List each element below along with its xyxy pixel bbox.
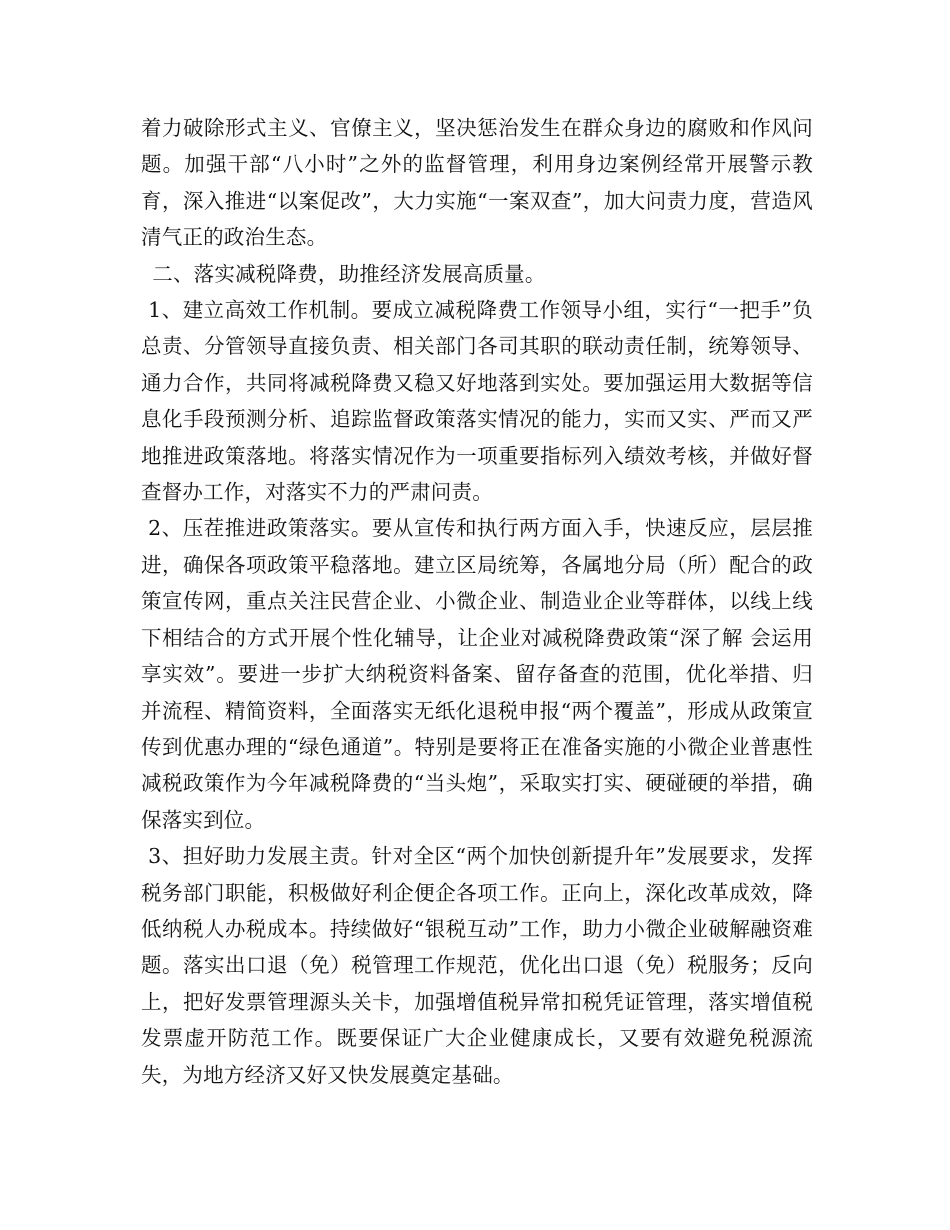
paragraph-item-2: 2、压茬推进政策落实。要从宣传和执行两方面入手，快速反应，层层推进，确保各项政策平稳落地。建立区局统筹，各属地分局（所）配合的政策宣传网，重点关注民营企业、小微企业、制造业企业等群体，以线上线下相结合的方式开展个性化辅导，让企业对减税降费政策“深了解 会运用 享实效”。要进一步扩大纳税资料备案、留存备查的范围，优化举措、归并流程、精简资料，全面落实无纸化退税申报“两个覆盖”，形成从政策宣传到优惠办理的“绿色通道”。特别是要将正在准备实施的小微企业普惠性减税政策作为今年减税降费的“当头炮”，采取实打实、硬碰硬的举措，确保落实到位。 bbox=[141, 516, 813, 832]
paragraph-intro-continuation: 着力破除形式主义、官僚主义，坚决惩治发生在群众身边的腐败和作风问题。加强干部“八小时”之外的监督管理，利用身边案例经常开展警示教育，深入推进“以案促改”，大力实施“一案双查”，加大问责力度，营造风清气正的政治生态。 bbox=[141, 116, 813, 250]
section-heading-2: 二、落实减税降费，助推经济发展高质量。 bbox=[152, 261, 546, 286]
document-body bbox=[141, 110, 813, 1093]
paragraph-item-1: 1、建立高效工作机制。要成立减税降费工作领导小组，实行“一把手”负总责、分管领导直接负责、相关部门各司其职的联动责任制，统筹领导、通力合作，共同将减税降费又稳又好地落到实处。要加强运用大数据等信息化手段预测分析、追踪监督政策落实情况的能力，实而又实、严而又严地推进政策落地。将落实情况作为一项重要指标列入绩效考核，并做好督查督办工作，对落实不力的严肃问责。 bbox=[141, 298, 813, 505]
paragraph-item-3: 3、担好助力发展主责。针对全区“两个加快创新提升年”发展要求，发挥税务部门职能，积极做好利企便企各项工作。正向上，深化改革成效，降低纳税人办税成本。持续做好“银税互动”工作，助力小微企业破解融资难题。落实出口退（免）税管理工作规范，优化出口退（免）税服务；反向上，把好发票管理源头关卡，加强增值税异常扣税凭证管理，落实增值税发票虚开防范工作。既要保证广大企业健康成长，又要有效避免税源流失，为地方经济又好又快发展奠定基础。 bbox=[141, 844, 813, 1087]
